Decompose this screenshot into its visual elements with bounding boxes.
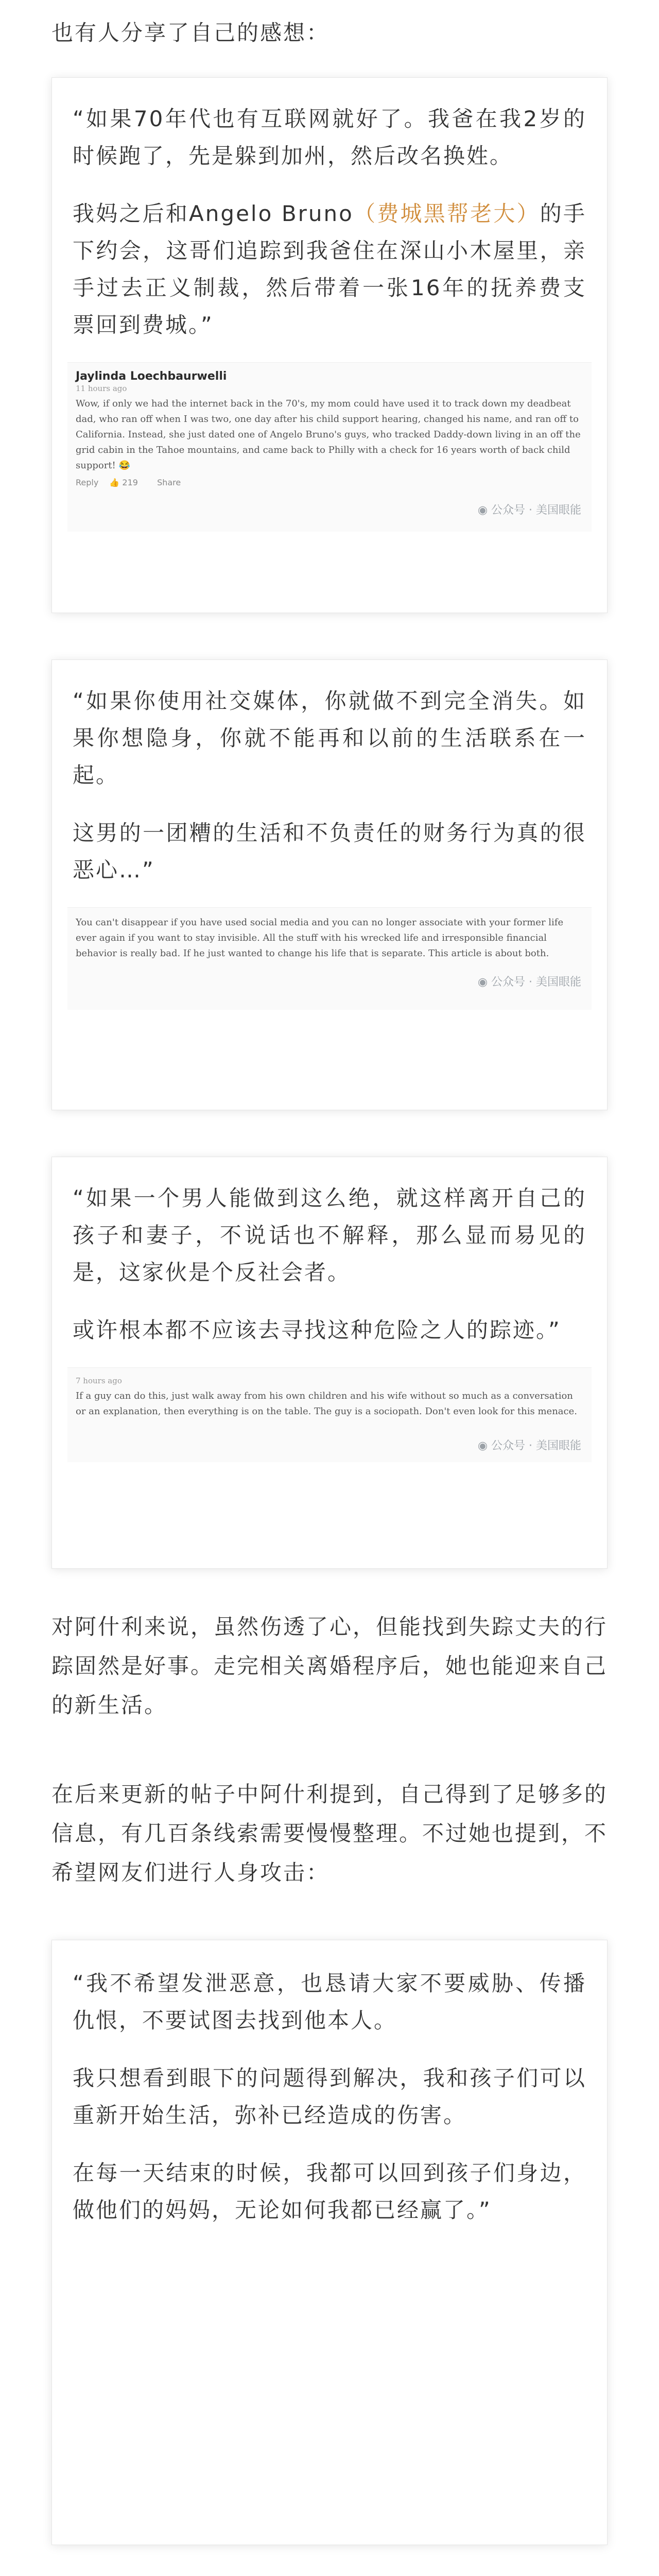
comment-screenshot [67, 907, 592, 1010]
quote-card-2 [51, 659, 608, 1110]
comment-time: 7 hours ago [76, 1376, 122, 1385]
comment-screenshot [67, 1367, 592, 1462]
wechat-watermark: ◉ 公众号 · 美国眼能 [477, 1439, 581, 1452]
quote-paragraph: “我不希望发泄恶意，也恳请大家不要威胁、传播仇恨，不要试图去找到他本人。 [73, 1971, 586, 2033]
comment-text: You can't disappear if you have used social media and you can no longer associate with your former life ever again if you want to stay invisible. All the stuff with his wrecked life and irresponsible financial behavior is really bad. If he just wanted to change his life that is separate. This article is about both. [76, 917, 564, 959]
comment-text: If a guy can do this, just walk away from his own children and his wife without so much as a conversation or an explanation, then everything is on the table. The guy is a sociopath. Don't even look for this menace. [76, 1391, 577, 1417]
quote-paragraph: 我妈之后和Angelo Bruno（费城黑帮老大）的手下约会，这哥们追踪到我爸住在深山小木屋里，亲手过去正义制裁，然后带着一张16年的抚养费支票回到费城。” [73, 201, 586, 337]
quote-paragraph: 这男的一团糟的生活和不负责任的财务行为真的很恶心…” [73, 820, 586, 883]
like-count[interactable]: 👍 219 [109, 478, 138, 487]
comment-username: Jaylinda Loechbaurwelli [76, 370, 227, 383]
quote-paragraph: 或许根本都不应该去寻找这种危险之人的踪迹。” [73, 1317, 561, 1343]
wechat-watermark: ◉ 公众号 · 美国眼能 [477, 504, 581, 517]
quote-paragraph: 在每一天结束的时候，我都可以回到孩子们身边，做他们的妈妈，无论如何我都已经赢了。” [73, 2160, 586, 2223]
quote-paragraph: 我只想看到眼下的问题得到解决，我和孩子们可以重新开始生活，弥补已经造成的伤害。 [73, 2065, 586, 2128]
quote-paragraph: “如果70年代也有互联网就好了。我爸在我2岁的时候跑了，先是躲到加州，然后改名换姓。 [73, 106, 586, 168]
share-link[interactable]: Share [157, 478, 181, 487]
annotation-note: （费城黑帮老大） [353, 201, 540, 226]
wechat-watermark: ◉ 公众号 · 美国眼能 [477, 976, 581, 989]
quote-card-4 [51, 1940, 608, 2545]
comment-actions [76, 478, 583, 487]
quote-card-1 [51, 77, 608, 613]
body-paragraph-1: 对阿什利来说，虽然伤透了心，但能找到失踪丈夫的行踪固然是好事。走完相关离婚程序后，她也能迎来自己的新生活。 [51, 1614, 608, 1718]
comment-screenshot [67, 362, 592, 532]
comment-time: 11 hours ago [76, 384, 127, 393]
quote-paragraph: “如果一个男人能做到这么绝，就这样离开自己的孩子和妻子，不说话也不解释，那么显而易见的是，这家伙是个反社会者。 [73, 1185, 586, 1285]
comment-text: Wow, if only we had the internet back in the 70's, my mom could have used it to track down my deadbeat dad, who ran off when I was two, one day after his child support hearing, changed his name, and ran off to California. Instead, she just dated one of Angelo Bruno's guys, who tracked Daddy-down living in an off the grid cabin in the Tahoe mountains, and came back to Philly with a check for 16 years worth of back child support! 😂 [76, 398, 581, 471]
quote-paragraph: “如果你使用社交媒体，你就做不到完全消失。如果你想隐身，你就不能再和以前的生活联系在一起。 [73, 688, 586, 788]
intro-text: 也有人分享了自己的感想： [51, 20, 330, 45]
reply-link[interactable]: Reply [76, 478, 99, 487]
body-paragraph-2: 在后来更新的帖子中阿什利提到，自己得到了足够多的信息，有几百条线索需要慢慢整理。不过她也提到，不希望网友们进行人身攻击： [51, 1782, 608, 1885]
quote-card-3 [51, 1157, 608, 1569]
